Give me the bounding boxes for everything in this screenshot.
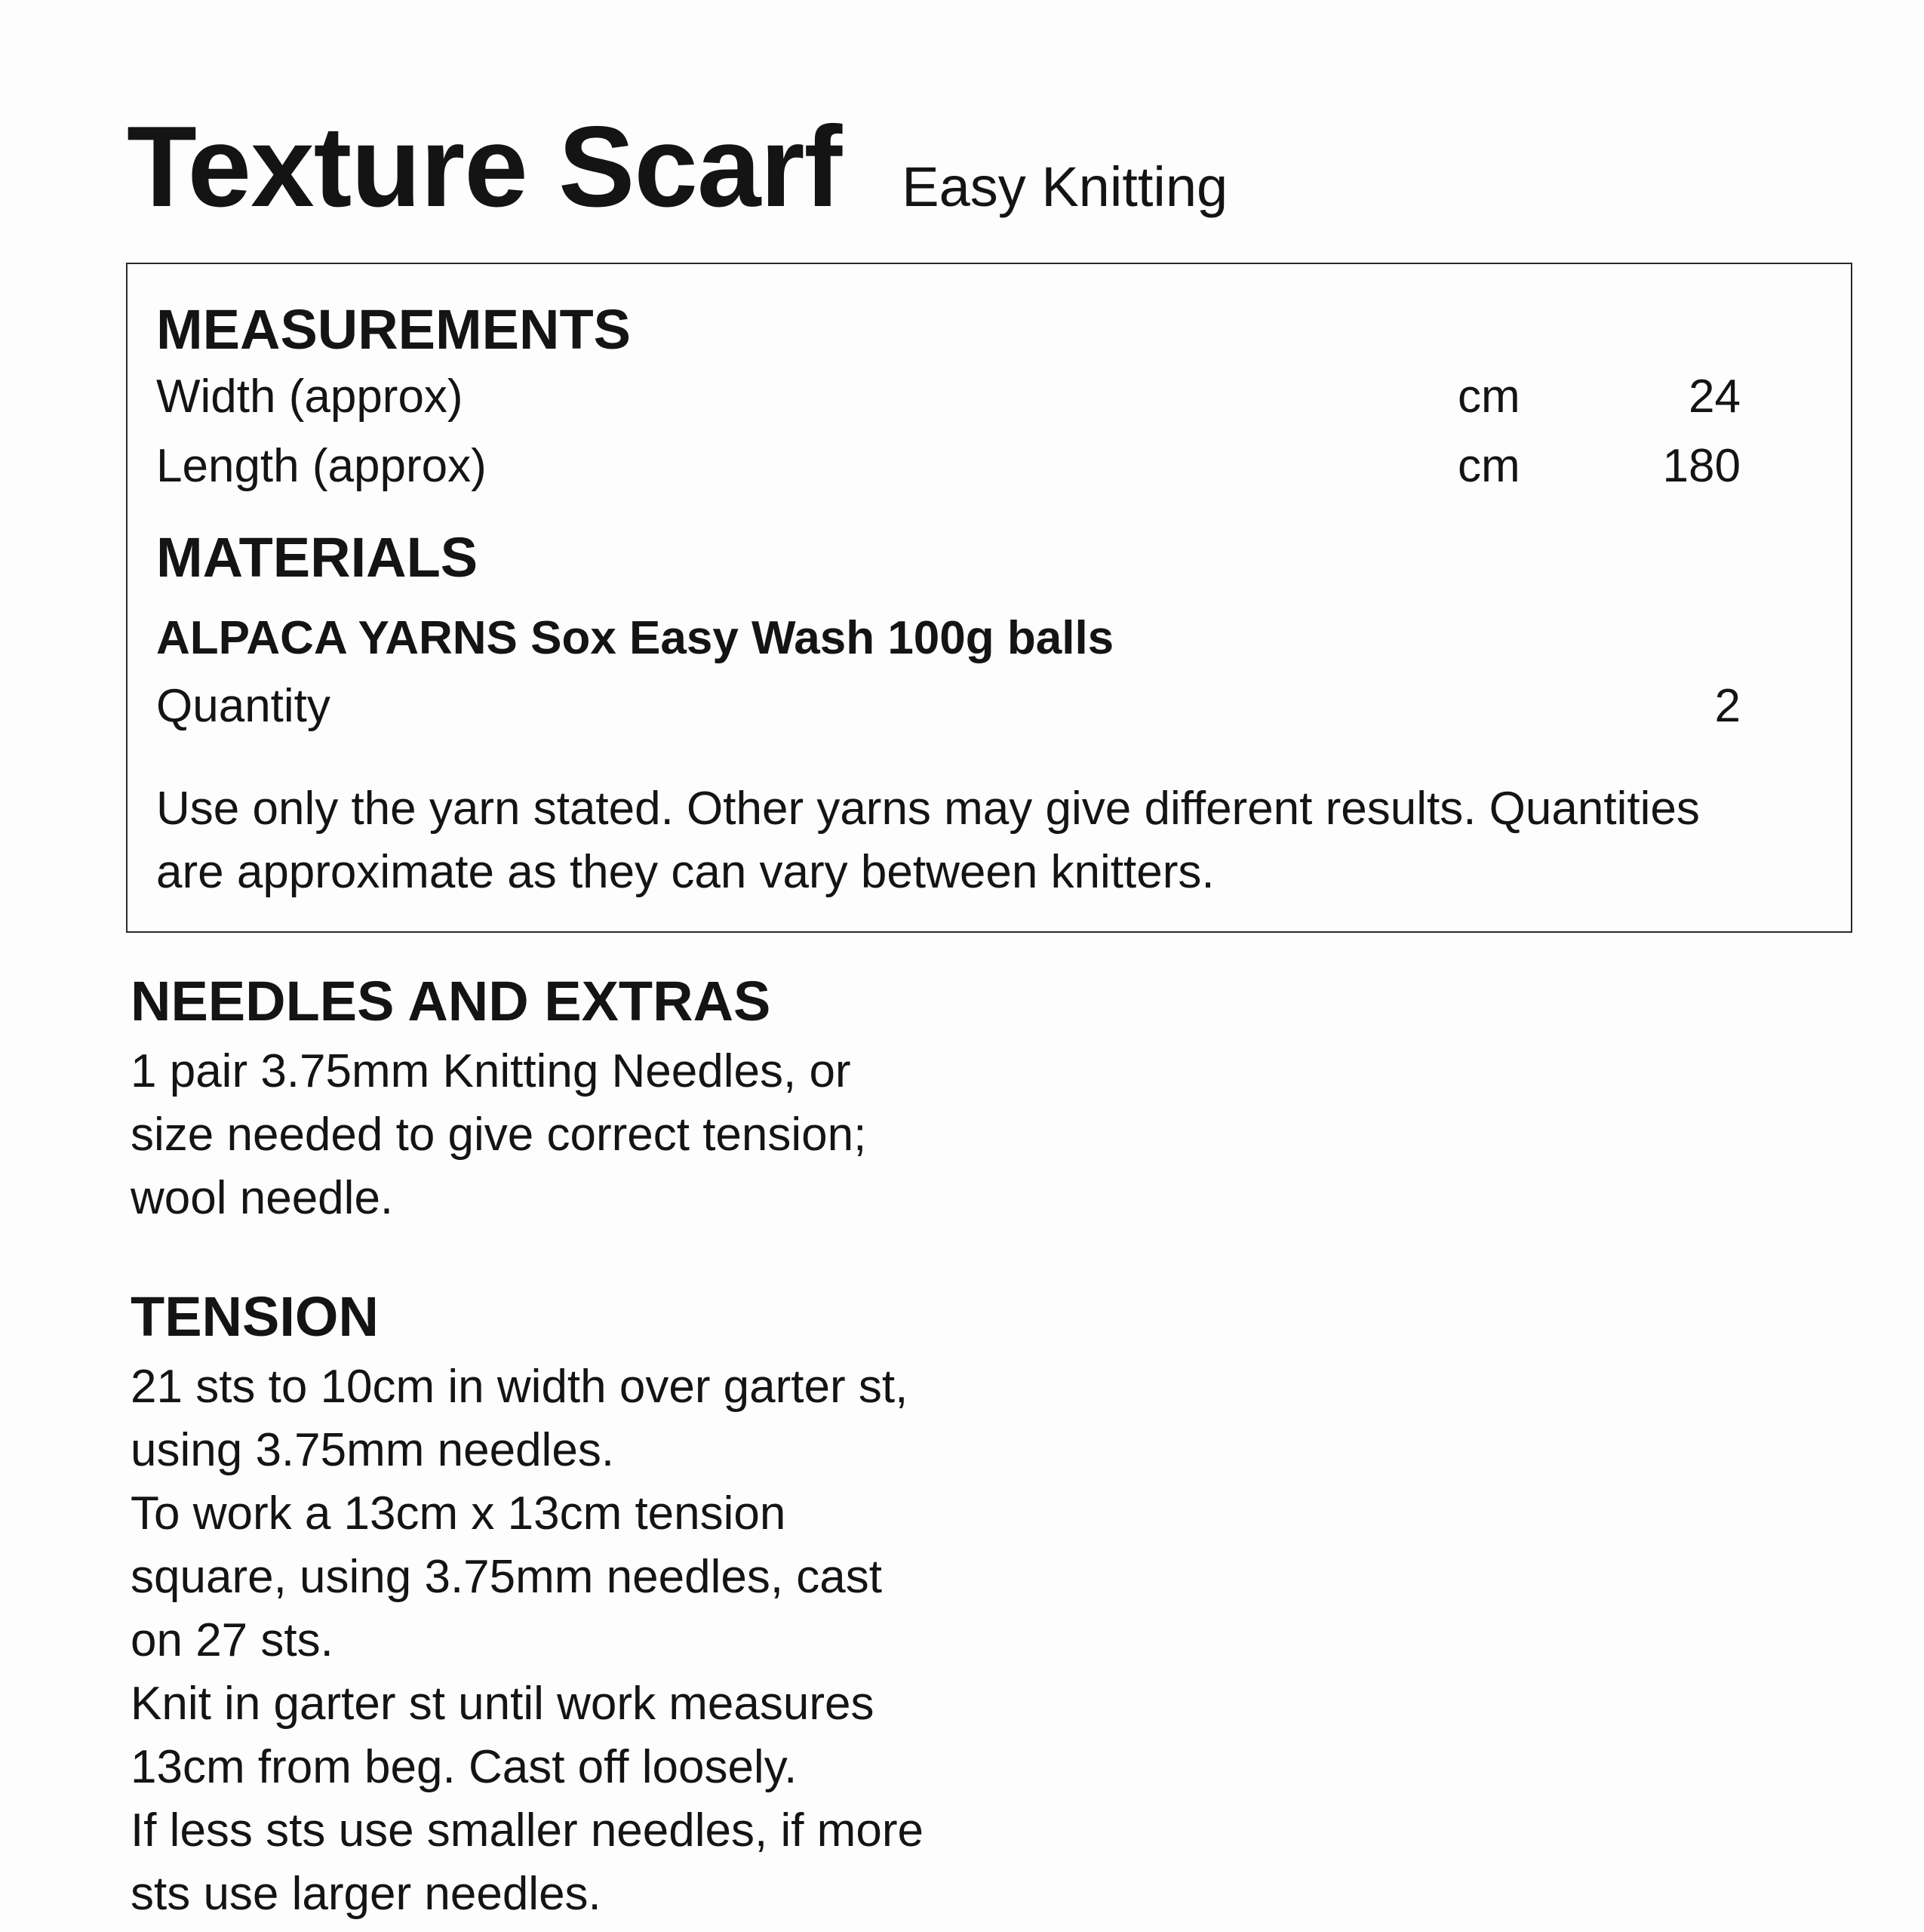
measurement-value: 24 — [1689, 371, 1741, 423]
yarn-note-line: are approximate as they can vary between knitters. — [156, 846, 1215, 898]
quantity-label: Quantity — [156, 680, 330, 732]
needles-heading: NEEDLES AND EXTRAS — [131, 970, 771, 1032]
needles-section — [131, 970, 1036, 1230]
pattern-title: Texture Scarf — [127, 103, 842, 231]
yarn-line: ALPACA YARNS Sox Easy Wash 100g balls — [156, 612, 1114, 664]
tension-line: To work a 13cm x 13cm tension — [131, 1487, 786, 1540]
quantity-value: 2 — [1714, 680, 1741, 732]
materials-heading: MATERIALS — [156, 526, 478, 589]
tension-section — [131, 1285, 1036, 1926]
yarn-note-line: Use only the yarn stated. Other yarns may give different results. Quantities — [156, 783, 1700, 835]
difficulty-label: Easy Knitting — [902, 155, 1228, 218]
tension-line: sts use larger needles. — [131, 1868, 601, 1920]
needles-line: size needed to give correct tension; — [131, 1109, 867, 1161]
yarn-note — [156, 777, 1831, 904]
measurement-label: Width (approx) — [156, 371, 463, 423]
measurements-materials-box — [126, 263, 1852, 933]
tension-line: using 3.75mm needles. — [131, 1424, 615, 1476]
measurement-label: Length (approx) — [156, 440, 487, 492]
tension-line: If less sts use smaller needles, if more — [131, 1804, 924, 1857]
tension-line: square, using 3.75mm needles, cast — [131, 1551, 882, 1603]
tension-line: on 27 sts. — [131, 1614, 333, 1666]
measurements-heading: MEASUREMENTS — [156, 298, 632, 361]
tension-heading: TENSION — [131, 1285, 379, 1348]
needles-line: 1 pair 3.75mm Knitting Needles, or — [131, 1045, 851, 1097]
tension-line: 13cm from beg. Cast off loosely. — [131, 1741, 798, 1793]
measurement-unit: cm — [1458, 371, 1520, 423]
tension-line: Knit in garter st until work measures — [131, 1678, 874, 1730]
measurement-unit: cm — [1458, 440, 1520, 492]
needles-line: wool needle. — [131, 1172, 394, 1224]
pattern-header — [127, 103, 1228, 231]
measurement-value: 180 — [1662, 440, 1741, 492]
tension-line: 21 sts to 10cm in width over garter st, — [131, 1361, 908, 1413]
